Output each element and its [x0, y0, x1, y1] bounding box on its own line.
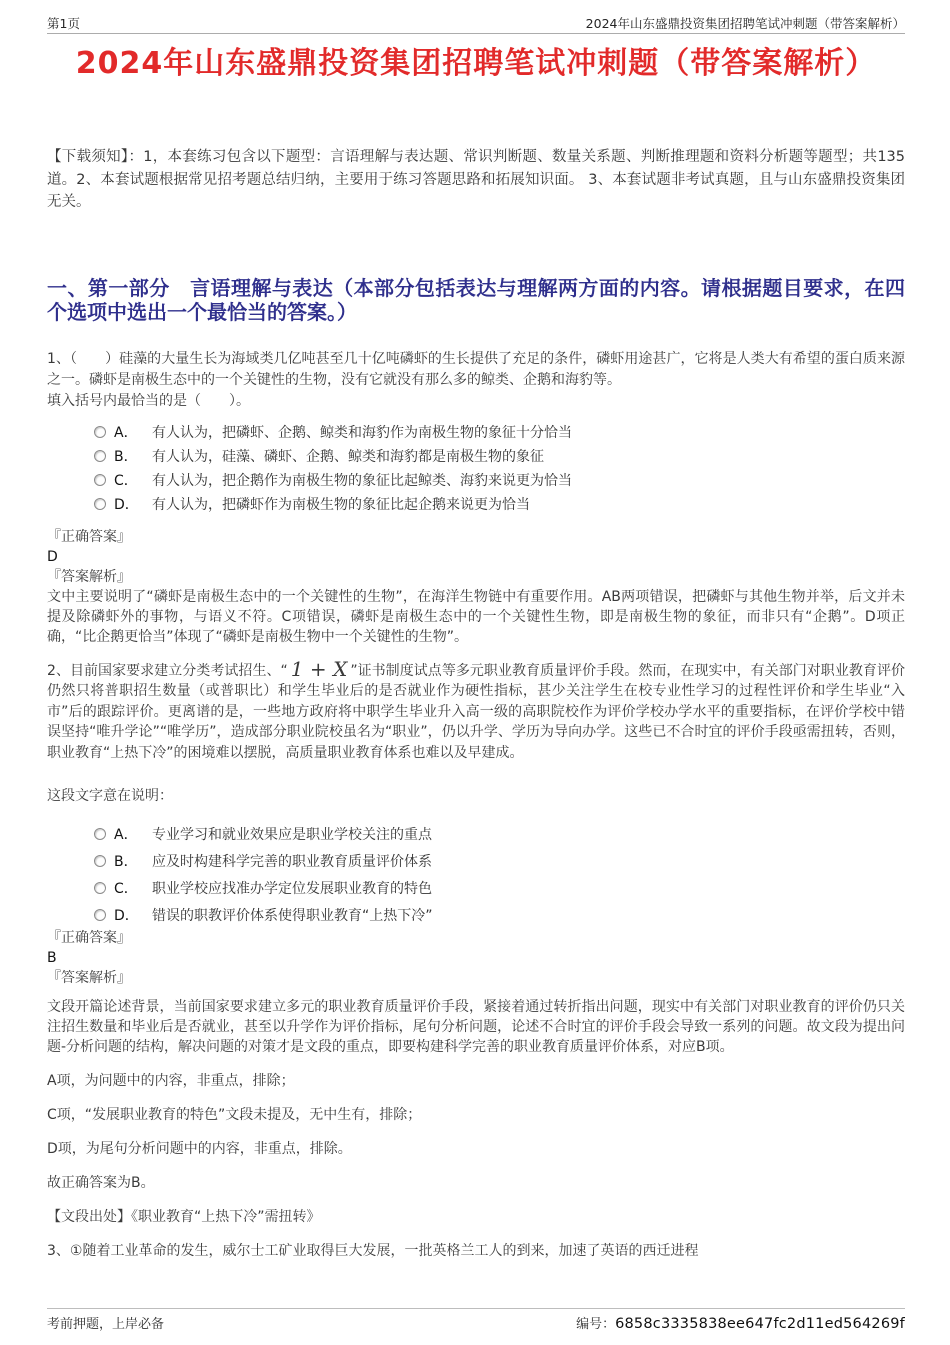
question-1-stem: 1、（ ）硅藻的大量生长为海域类几亿吨甚至几十亿吨磷虾的生长提供了充足的条件，磷虾用途甚广，它将是人类大有希望的蛋白质来源之一。磷虾是南极生态中的一个关键性的生物，没有它就没有那么多的鲸类、企鹅和海豹等。	[47, 350, 905, 388]
page-footer	[47, 1313, 905, 1332]
question-2-analysis-main: 文段开篇论述背景，当前国家要求建立多元的职业教育质量评价手段，紧接着通过转折指出问题，现实中有关部门对职业教育的评价仍只关注招生数量和毕业后是否就业，甚至以升学作为评价指标，尾句分析问题，论述不合时宜的评价手段会导致一系列的问题。故文段为提出问题-分析问题的结构，解决问题的对策才是文段的重点，即要构建科学完善的职业教育质量评价体系，对应B项。	[47, 999, 905, 1055]
page-title: 2024年山东盛鼎投资集团招聘笔试冲刺题（带答案解析）	[75, 46, 877, 81]
footer-divider	[47, 1308, 905, 1309]
header-page-number: 第1页	[47, 16, 80, 31]
question-2	[47, 656, 905, 1228]
option-text: 职业学校应找准办学定位发展职业教育的特色	[152, 880, 432, 897]
analysis-item-c: C项，“发展职业教育的特色”文段未提及，无中生有，排除；	[47, 1107, 422, 1123]
radio-button[interactable]	[94, 426, 106, 438]
option-row	[94, 492, 905, 516]
analysis-item-a: A项，为问题中的内容，非重点，排除；	[47, 1073, 295, 1089]
radio-button[interactable]	[94, 882, 106, 894]
serial-label: 编号：	[576, 1317, 616, 1332]
question-1-fill-prompt: 填入括号内最恰当的是（ ）。	[47, 392, 250, 409]
download-notice: 【下载须知】：1，本套练习包含以下题型：言语理解与表达题、常识判断题、数量关系题、判断推理题和资料分析题等题型；共135道。2、本套试题根据常见招考题总结归纳，主要用于练习答题思路和拓展知识面。 3、本套试题非考试真题，且与山东盛鼎投资集团无关。	[47, 149, 905, 210]
option-letter: A．	[114, 424, 138, 441]
correct-answer-value: D	[47, 548, 58, 565]
question-3-stem: 3、①随着工业革命的发生，威尔士工矿业取得巨大发展，一批英格兰工人的到来，加速了英语的西迁进程	[47, 1243, 699, 1259]
passage-source: 【文段出处】《职业教育“上热下冷”需扭转》	[47, 1209, 321, 1225]
option-letter: D．	[114, 907, 139, 924]
option-text: 有人认为，把磷虾、企鹅、鲸类和海豹作为南极生物的象征十分恰当	[152, 424, 572, 441]
math-formula: 1 + X	[290, 656, 348, 681]
option-letter: C．	[114, 880, 138, 897]
option-row	[94, 847, 905, 874]
question-2-options	[47, 820, 905, 928]
option-text: 应及时构建科学完善的职业教育质量评价体系	[152, 853, 432, 870]
option-text: 专业学习和就业效果应是职业学校关注的重点	[152, 826, 432, 843]
radio-button[interactable]	[94, 909, 106, 921]
section-heading: 一、第一部分 言语理解与表达（本部分包括表达与理解两方面的内容。请根据题目要求，在四个选项中选出一个最恰当的答案。）	[47, 275, 905, 324]
option-letter: D．	[114, 496, 139, 513]
header-divider	[47, 33, 905, 34]
analysis-item-d: D项，为尾句分析问题中的内容，非重点，排除。	[47, 1141, 352, 1157]
radio-button[interactable]	[94, 855, 106, 867]
question-1-options	[47, 420, 905, 516]
footer-serial	[576, 1313, 905, 1332]
analysis-label: 『答案解析』	[47, 970, 131, 986]
correct-answer-label: 『正确答案』	[47, 528, 131, 545]
option-text: 错误的职教评价体系使得职业教育“上热下冷”	[152, 907, 433, 924]
stem-text-after: ”证书制度试点等多元职业教育质量评价手段。然而，在现实中，有关部门对职业教育评价仍然只将普职招生数量（或普职比）和学生毕业后的是否就业作为硬性指标，甚少关注学生在校专业性学习的过程性评价和学生毕业“入市”后的跟踪评价。更离谱的是，一些地方政府将中职学生毕业升入高一级的高职院校作为评价学校办学水平的重要指标，在评价学校中错误坚持“唯升学论”“唯学历”，造成部分职业院校虽名为“职业”，仍以升学、学历为导向办学。这些已不合时宜的评价手段亟需扭转，否则，职业教育“上热下冷”的困境难以摆脱，高质量职业教育体系也难以及早建成。	[47, 662, 905, 761]
radio-button[interactable]	[94, 498, 106, 510]
header-doc-title: 2024年山东盛鼎投资集团招聘笔试冲刺题（带答案解析）	[585, 16, 905, 31]
serial-value: 6858c3335838ee647fc2d11ed564269f	[615, 1316, 905, 1332]
option-row	[94, 468, 905, 492]
radio-button[interactable]	[94, 474, 106, 486]
question-2-stem	[47, 656, 905, 764]
page-header	[47, 14, 905, 32]
option-letter: B．	[114, 448, 138, 465]
option-letter: C．	[114, 472, 138, 489]
correct-answer-value: B	[47, 950, 57, 966]
option-row	[94, 444, 905, 468]
option-letter: A．	[114, 826, 138, 843]
analysis-label: 『答案解析』	[47, 568, 131, 585]
option-text: 有人认为，硅藻、磷虾、企鹅、鲸类和海豹都是南极生物的象征	[152, 448, 544, 465]
footer-slogan: 考前押题，上岸必备	[47, 1317, 165, 1332]
option-row	[94, 420, 905, 444]
option-letter: B．	[114, 853, 138, 870]
stem-text-before: 2、目前国家要求建立分类考试招生、“	[47, 662, 288, 679]
radio-button[interactable]	[94, 450, 106, 462]
question-1-analysis: 文中主要说明了“磷虾是南极生态中的一个关键性的生物”，在海洋生物链中有重要作用。AB两项错误，把磷虾与其他生物并举，后文并未提及除磷虾外的事物，与语义不符。C项错误，磷虾是南极生态中的一个关键性生物，即是南极生物的象征，而非只有“企鹅”。D项正确，“比企鹅更恰当”体现了“磷虾是南极生物中一个关键性的生物”。	[47, 588, 905, 645]
option-row	[94, 820, 905, 847]
question-2-prompt: 这段文字意在说明：	[47, 788, 173, 804]
option-text: 有人认为，把磷虾作为南极生物的象征比起企鹅来说更为恰当	[152, 496, 530, 513]
document-body	[47, 46, 905, 1261]
correct-answer-label: 『正确答案』	[47, 930, 131, 946]
option-row	[94, 901, 905, 928]
option-text: 有人认为，把企鹅作为南极生物的象征比起鲸类、海豹来说更为恰当	[152, 472, 572, 489]
question-1	[47, 349, 905, 647]
analysis-conclusion: 故正确答案为B。	[47, 1175, 155, 1191]
option-row	[94, 874, 905, 901]
radio-button[interactable]	[94, 828, 106, 840]
